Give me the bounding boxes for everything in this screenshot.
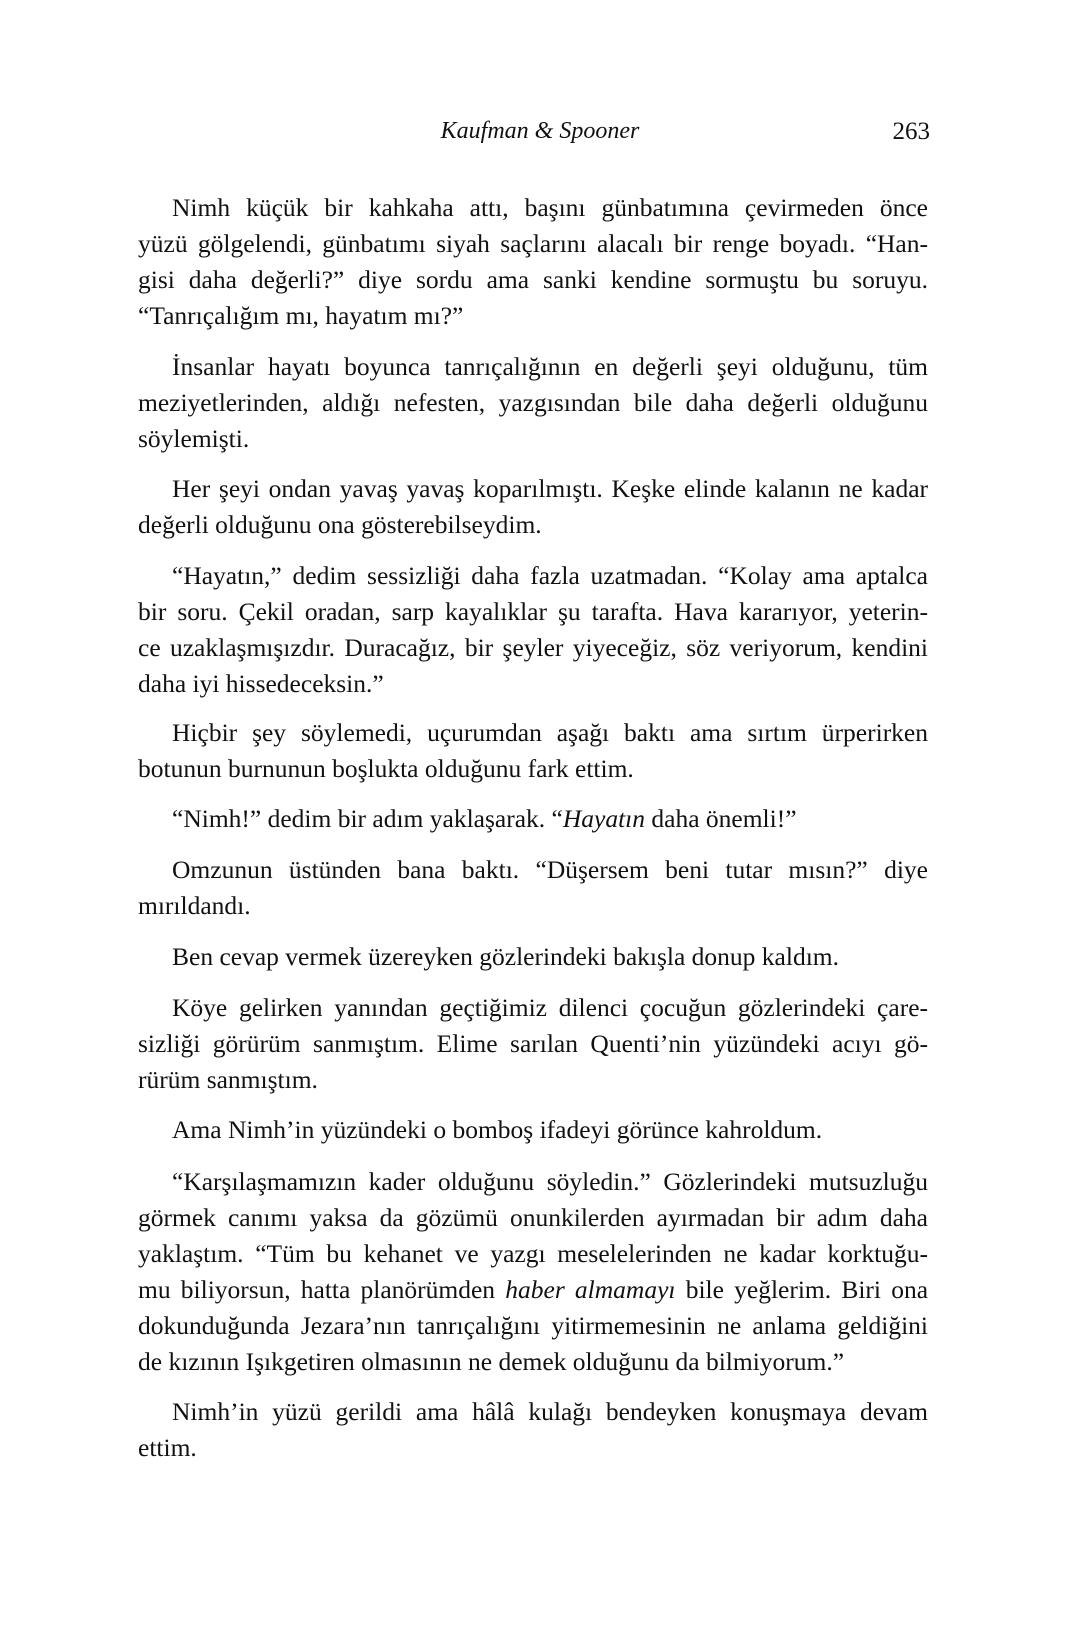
paragraph-3-line-2: değerli olduğunu ona gösterebilseydim. [138, 510, 542, 539]
paragraph-9-line-3: rürüm sanmıştım. [138, 1065, 318, 1094]
paragraph-2-line-2: meziyetlerinden, aldığı nefesten, yazgısından bile daha değerli olduğunu [138, 388, 928, 417]
paragraph-4-line-1: “Hayatın,” dedim sessizliği daha fazla uzatmadan. “Kolay ama aptalca [172, 561, 928, 590]
paragraph-1-line-3: gisi daha değerli?” diye sordu ama sanki kendine sormuştu bu soruyu. [138, 265, 928, 294]
paragraph-11-line-3: yaklaştım. “Tüm bu kehanet ve yazgı meselelerinden ne kadar korktuğu- [138, 1239, 928, 1268]
running-head [0, 118, 1080, 148]
paragraph-11-text-after: bile yeğlerim. Biri ona [675, 1275, 929, 1304]
paragraph-11-italic-phrase: haber almamayı [505, 1275, 676, 1304]
paragraph-7-line-1: Omzunun üstünden bana baktı. “Düşersem beni tutar mısın?” diye [172, 855, 928, 884]
paragraph-1-line-1: Nimh küçük bir kahkaha attı, başını günbatımına çevirmeden önce [172, 193, 928, 222]
paragraph-2-line-3: söylemişti. [138, 424, 250, 453]
paragraph-12-line-2: ettim. [138, 1433, 197, 1462]
paragraph-2-line-1: İnsanlar hayatı boyunca tanrıçalığının en değerli şeyi olduğunu, tüm [172, 352, 928, 381]
paragraph-1-line-4: “Tanrıçalığım mı, hayatım mı?” [138, 301, 464, 330]
paragraph-12-line-1: Nimh’in yüzü gerildi ama hâlâ kulağı bendeyken konuşmaya devam [172, 1397, 928, 1426]
paragraph-10-line-1: Ama Nimh’in yüzündeki o bomboş ifadeyi görünce kahroldum. [172, 1115, 823, 1144]
paragraph-3-line-1: Her şeyi ondan yavaş yavaş koparılmıştı. Keşke elinde kalanın ne kadar [172, 474, 928, 503]
paragraph-7-line-2: mırıldandı. [138, 891, 251, 920]
paragraph-6-italic-word: Hayatın [562, 804, 646, 833]
paragraph-9-line-1: Köye gelirken yanından geçtiğimiz dilenci çocuğun gözlerindeki çare- [172, 993, 928, 1022]
paragraph-11-line-2: görmek canımı yaksa da gözümü onunkilerden ayırmadan bir adım daha [138, 1203, 928, 1232]
page-number: 263 [892, 118, 930, 145]
paragraph-6-line-1 [172, 804, 928, 834]
paragraph-5-line-2: botunun burnunun boşlukta olduğunu fark ettim. [138, 754, 634, 783]
paragraph-4-line-2: bir soru. Çekil oradan, sarp kayalıklar şu tarafta. Hava kararıyor, yeterin- [138, 597, 928, 626]
paragraph-8-line-1: Ben cevap vermek üzereyken gözlerindeki bakışla donup kaldım. [172, 942, 840, 971]
paragraph-1-line-2: yüzü gölgelendi, günbatımı siyah saçlarını alacalı bir renge boyadı. “Han- [138, 229, 928, 258]
paragraph-6-text-before: “Nimh!” dedim bir adım yaklaşarak. “ [172, 804, 563, 833]
paragraph-11-line-1: “Karşılaşmamızın kader olduğunu söyledin.” Gözlerindeki mutsuzluğu [172, 1167, 928, 1196]
paragraph-9-line-2: sizliği görürüm sanmıştım. Elime sarılan Quenti’nin yüzündeki acıyı gö- [138, 1029, 928, 1058]
paragraph-11-line-5: dokunduğunda Jezara’nın tanrıçalığını yitirmemesinin ne anlama geldiğini [138, 1311, 928, 1340]
paragraph-11-text-before: mu biliyorsun, hatta planörümden [138, 1275, 506, 1304]
running-title: Kaufman & Spooner [440, 118, 640, 144]
paragraph-4-line-3: ce uzaklaşmışızdır. Duracağız, bir şeyler yiyeceğiz, söz veriyorum, kendini [138, 633, 928, 662]
paragraph-11-line-4 [138, 1275, 928, 1305]
paragraph-6-text-after: daha önemli!” [645, 804, 797, 833]
paragraph-4-line-4: daha iyi hissedeceksin.” [138, 669, 384, 698]
paragraph-5-line-1: Hiçbir şey söylemedi, uçurumdan aşağı baktı ama sırtım ürperirken [172, 718, 928, 747]
paragraph-11-line-6: de kızının Işıkgetiren olmasının ne demek olduğunu da bilmiyorum.” [138, 1347, 845, 1376]
